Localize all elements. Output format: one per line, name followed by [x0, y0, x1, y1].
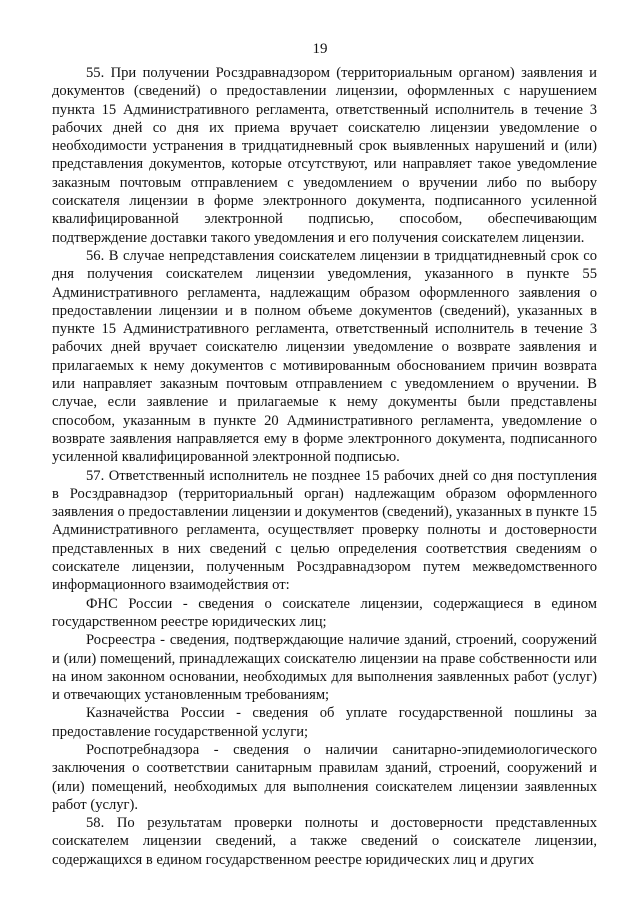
paragraph-rospotrebnadzor: Роспотребнадзора - сведения о наличии санитарно-эпидемиологического заключения о соответствии санитарным правилам зданий, строений, сооружений и (или) помещений, необходимых для выполнения соискателем лицензии заявленных работ (услуг). [52, 741, 597, 813]
paragraph-55: 55. При получении Росздравнадзором (территориальным органом) заявления и документов (сведений) о предоставлении лицензии, оформленных с нарушением пункта 15 Административного регламента, ответственный исполнитель в течение 3 рабочих дней со дня их приема вручает соискателю лицензии уведомление о необходимости устранения в тридцатидневный срок выявленных нарушений и (или) представления документов, которые отсутствуют, или направляет такое уведомление заказным почтовым отправлением с уведомлением о вручении либо по выбору соискателя лицензии в форме электронного документа, подписанного усиленной квалифицированной электронной подписью, способом, обеспечивающим подтверждение доставки такого уведомления и его получения соискателем лицензии. [52, 65, 597, 246]
page-number: 19 [312, 41, 328, 57]
paragraph-rosreestr: Росреестра - сведения, подтверждающие наличие зданий, строений, сооружений и (или) помещений, принадлежащих соискателю лицензии на праве собственности или на ином законном основании, необходимых для выполнения заявленных работ (услуг) и отвечающих установленным требованиям; [52, 632, 597, 704]
paragraph-56: 56. В случае непредставления соискателем лицензии в тридцатидневный срок со дня получения соискателем лицензии уведомления, указанного в пункте 55 Административного регламента, надлежащим образом оформленного заявления о предоставлении лицензии и в полном объеме документов (сведений), указанных в пункте 15 Административного регламента, ответственный исполнитель в течение 3 рабочих дней вручает соискателю лицензии уведомление о возврате заявления и прилагаемых к нему документов с мотивированным обоснованием причин возврата или направляет заказным почтовым отправлением с уведомлением о вручении. В случае, если заявление и прилагаемые к нему документы были представлены способом, указанным в пункте 20 Административного регламента, уведомление о возврате заявления направляется ему в форме электронного документа, подписанного усиленной квалифицированной электронной подписью. [52, 247, 597, 466]
paragraph-fns: ФНС России - сведения о соискателе лицензии, содержащиеся в едином государственном реестре юридических лиц; [52, 595, 597, 630]
paragraph-58: 58. По результатам проверки полноты и достоверности представленных соискателем лицензии сведений, а также сведений о соискателе лицензии, содержащихся в едином государственном реестре юридических лиц и других [52, 815, 597, 868]
document-body [52, 64, 597, 869]
paragraph-57: 57. Ответственный исполнитель не позднее 15 рабочих дней со дня поступления в Росздравнадзор (территориальный орган) надлежащим образом оформленного заявления о предоставлении лицензии и документов (сведений), указанных в пункте 15 Административного регламента, осуществляет проверку полноты и достоверности представленных в них сведений с целью определения соответствия сведениям о соискателе лицензии, полученным Росздравнадзором путем межведомственного информационного взаимодействия от: [52, 467, 597, 594]
paragraph-treasury: Казначейства России - сведения об уплате государственной пошлины за предоставление государственной услуги; [52, 705, 597, 740]
